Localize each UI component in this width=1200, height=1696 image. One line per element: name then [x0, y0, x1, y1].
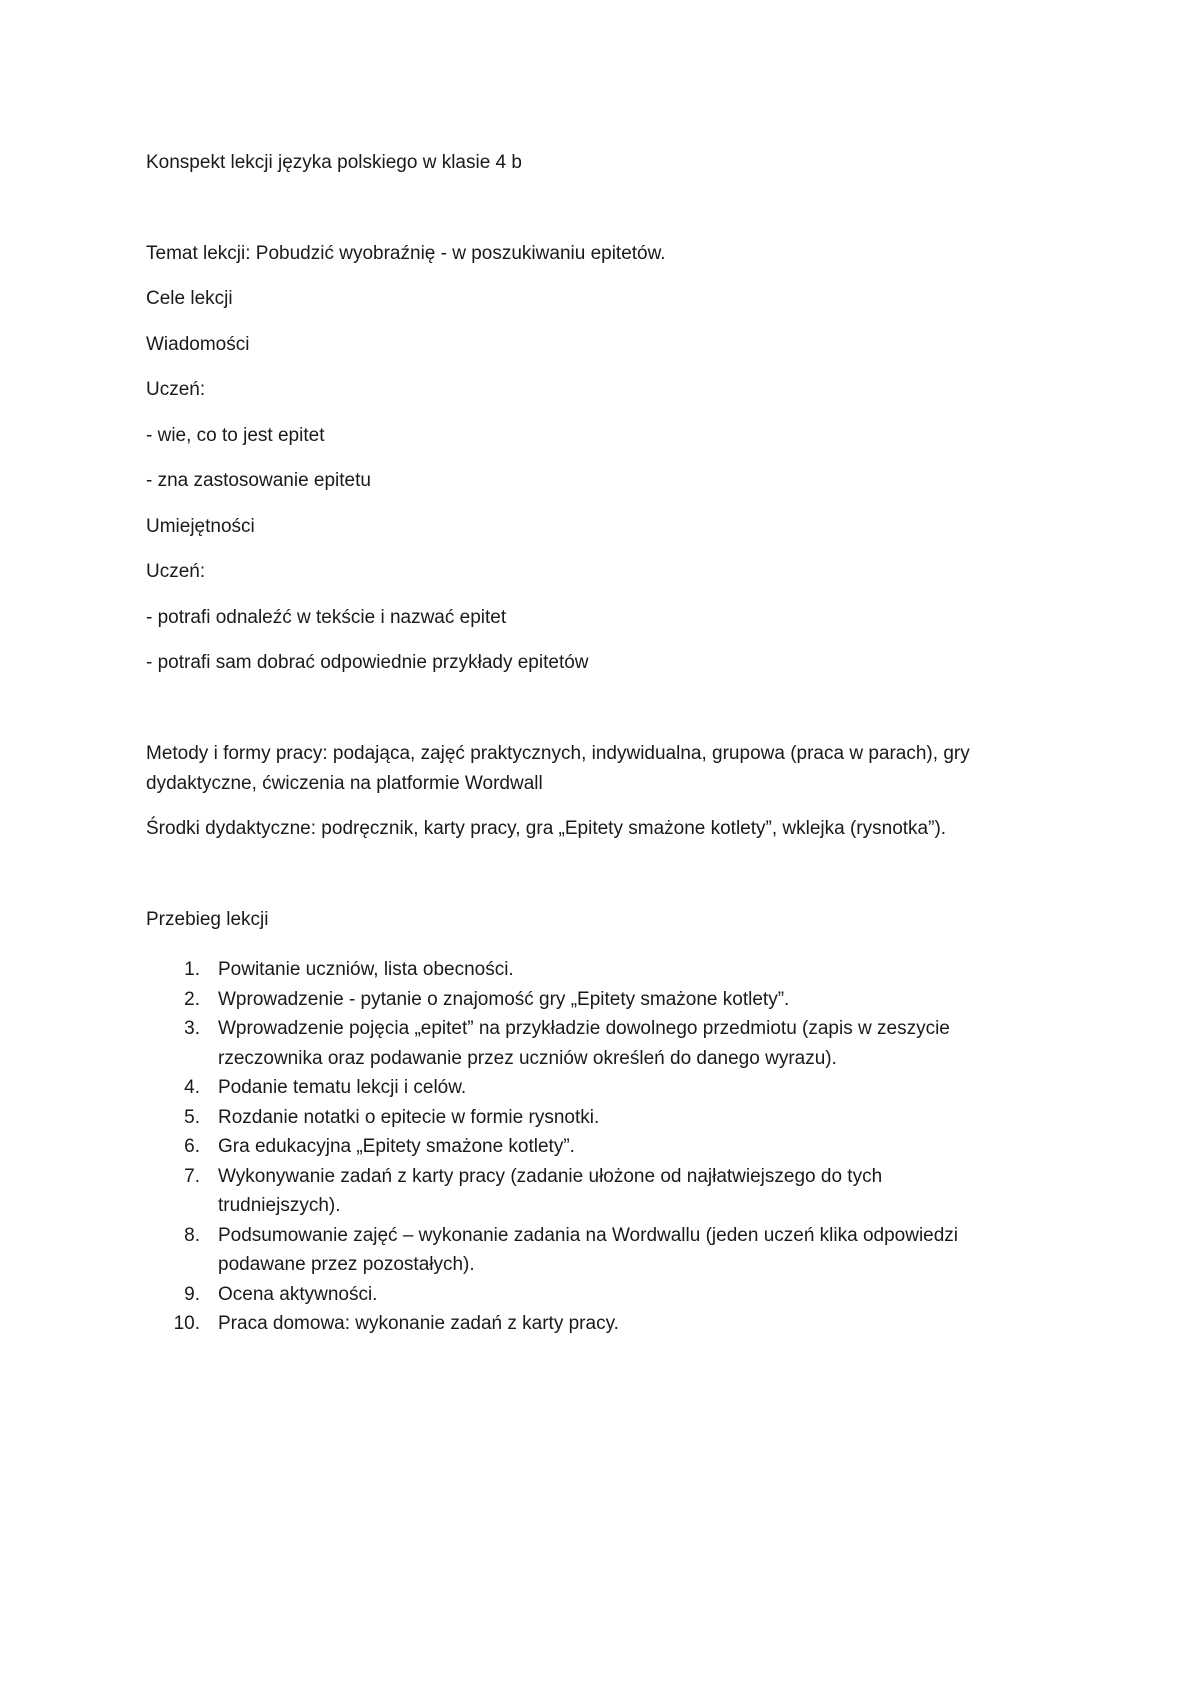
step-number: 6.	[184, 1136, 200, 1157]
list-item	[146, 985, 1046, 1015]
skills-item: - potrafi sam dobrać odpowiednie przykłady epitetów	[146, 652, 589, 673]
knowledge-heading: Wiadomości	[146, 334, 250, 355]
list-item	[146, 1309, 1046, 1339]
list-item	[146, 1162, 1046, 1221]
list-item	[146, 1014, 1046, 1073]
step-text: Gra edukacyjna „Epitety smażone kotlety”.	[218, 1136, 575, 1157]
document-title: Konspekt lekcji języka polskiego w klasie 4 b	[146, 152, 522, 173]
methods-line-2: dydaktyczne, ćwiczenia na platformie Wordwall	[146, 773, 543, 794]
step-number: 2.	[184, 988, 200, 1010]
skills-item: - potrafi odnaleźć w tekście i nazwać epitet	[146, 607, 507, 628]
list-item	[146, 955, 1046, 985]
step-number: 3.	[184, 1018, 200, 1039]
skills-student-label: Uczeń:	[146, 561, 206, 582]
lesson-topic: Temat lekcji: Pobudzić wyobraźnię - w poszukiwaniu epitetów.	[146, 243, 666, 264]
step-text-continued: podawane przez pozostałych).	[218, 1254, 475, 1275]
list-item	[146, 1103, 1046, 1133]
step-text: Wykonywanie zadań z karty pracy (zadanie ułożone od najłatwiejszego do tych	[218, 1165, 883, 1187]
procedure-steps-list	[146, 955, 1046, 1339]
step-number: 9.	[184, 1283, 200, 1305]
step-text: Rozdanie notatki o epitecie w formie rysnotki.	[218, 1106, 600, 1128]
step-text: Podsumowanie zajęć – wykonanie zadania na Wordwallu (jeden uczeń klika odpowiedzi	[218, 1224, 959, 1246]
step-number: 8.	[184, 1224, 200, 1246]
step-text: Wprowadzenie pojęcia „epitet” na przykładzie dowolnego przedmiotu (zapis w zeszycie	[218, 1018, 950, 1039]
step-number: 1.	[184, 959, 200, 980]
step-number: 5.	[184, 1106, 200, 1128]
step-text-continued: rzeczownika oraz podawanie przez uczniów określeń do danego wyrazu).	[218, 1047, 837, 1069]
step-number: 7.	[184, 1165, 200, 1187]
list-item	[146, 1280, 1046, 1310]
list-item	[146, 1073, 1046, 1103]
step-text: Wprowadzenie - pytanie o znajomość gry „Epitety smażone kotlety”.	[218, 988, 790, 1010]
list-item	[146, 1132, 1046, 1162]
step-text: Ocena aktywności.	[218, 1283, 378, 1305]
methods-line-1: Metody i formy pracy: podająca, zajęć praktycznych, indywidualna, grupowa (praca w parach), gry	[146, 743, 970, 764]
procedure-heading: Przebieg lekcji	[146, 909, 269, 930]
step-text: Powitanie uczniów, lista obecności.	[218, 959, 514, 980]
step-number: 4.	[184, 1077, 200, 1098]
knowledge-item: - zna zastosowanie epitetu	[146, 470, 371, 491]
skills-heading: Umiejętności	[146, 516, 255, 537]
goals-heading: Cele lekcji	[146, 288, 233, 309]
step-text: Podanie tematu lekcji i celów.	[218, 1077, 467, 1098]
list-item	[146, 1221, 1046, 1280]
resources-line: Środki dydaktyczne: podręcznik, karty pracy, gra „Epitety smażone kotlety”, wklejka (rysnotka”).	[146, 818, 947, 839]
step-text: Praca domowa: wykonanie zadań z karty pracy.	[218, 1313, 619, 1334]
step-text-continued: trudniejszych).	[218, 1195, 341, 1216]
step-number: 10.	[173, 1313, 200, 1334]
knowledge-item: - wie, co to jest epitet	[146, 425, 325, 446]
knowledge-student-label: Uczeń:	[146, 379, 206, 400]
